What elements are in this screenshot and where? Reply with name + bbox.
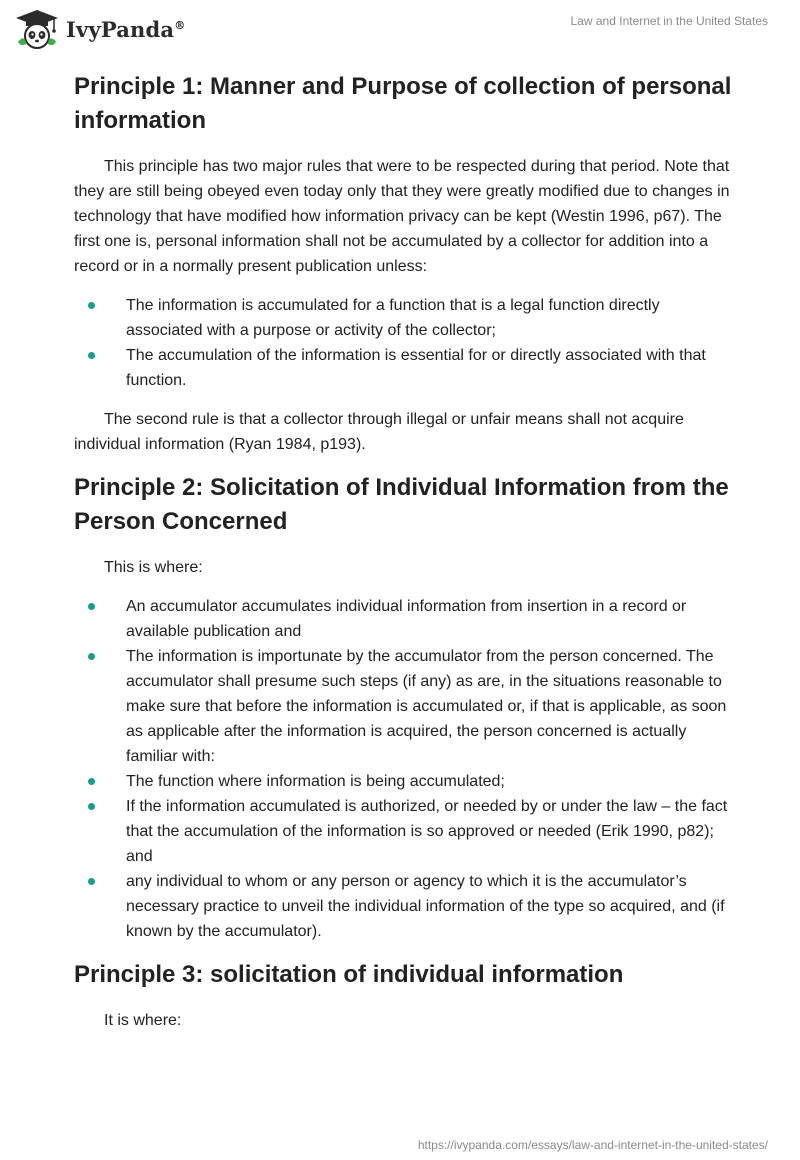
- page-header: [0, 0, 800, 60]
- source-url[interactable]: https://ivypanda.com/essays/law-and-internet-in-the-united-states/: [417, 1138, 768, 1152]
- list-item: An accumulator accumulates individual information from insertion in a record or available publication and: [74, 594, 734, 644]
- list-item: The information is importunate by the accumulator from the person concerned. The accumulator shall presume such steps (if any) as are, in the situations reasonable to make sure that before the information is accumulated or, if that is applicable, as soon as applicable after the information is acquired, the person concerned is actually familiar with:: [74, 644, 734, 769]
- section-heading: Principle 3: solicitation of individual information: [74, 961, 624, 988]
- list-item: The function where information is being accumulated;: [74, 769, 734, 794]
- bullet-dot-icon: [88, 878, 95, 885]
- paragraph: This principle has two major rules that were to be respected during that period. Note that they are still being obeyed even today only that they were greatly modified due to changes in technology that have modified how information privacy can be kept (Westin 1996, p67). The first one is, personal information shall not be accumulated by a collector for addition into a record or in a normally present publication unless:: [74, 158, 730, 275]
- bullet-dot-icon: [88, 803, 95, 810]
- brand-name: IvyPanda®: [66, 16, 186, 42]
- list-item: If the information accumulated is authorized, or needed by or under the law – the fact that the accumulation of the information is so approved or needed (Erik 1990, p82); and: [74, 794, 734, 869]
- section-heading: Principle 1: Manner and Purpose of collection of personal information: [74, 73, 732, 134]
- bullet-dot-icon: [88, 778, 95, 785]
- document-title: Law and Internet in the United States: [570, 14, 768, 28]
- paragraph: It is where:: [104, 1012, 182, 1029]
- brand-logo[interactable]: [14, 8, 185, 50]
- bullet-dot-icon: [88, 653, 95, 660]
- essay-body: [74, 70, 734, 1047]
- bullet-dot-icon: [88, 603, 95, 610]
- panda-graduate-icon: [14, 8, 60, 50]
- bullet-dot-icon: [88, 352, 95, 359]
- paragraph: This is where:: [104, 559, 203, 576]
- paragraph: The second rule is that a collector through illegal or unfair means shall not acquire individual information (Ryan 1984, p193).: [74, 411, 684, 453]
- list-item: The accumulation of the information is essential for or directly associated with that function.: [74, 343, 734, 393]
- bullet-dot-icon: [88, 302, 95, 309]
- bullet-list: [74, 594, 734, 944]
- list-item: any individual to whom or any person or agency to which it is the accumulator’s necessary practice to unveil the individual information of the type so acquired, and (if known by the accumulator).: [74, 869, 734, 944]
- list-item: The information is accumulated for a function that is a legal function directly associated with a purpose or activity of the collector;: [74, 293, 734, 343]
- bullet-list: [74, 293, 734, 393]
- section-heading: Principle 2: Solicitation of Individual Information from the Person Concerned: [74, 474, 729, 535]
